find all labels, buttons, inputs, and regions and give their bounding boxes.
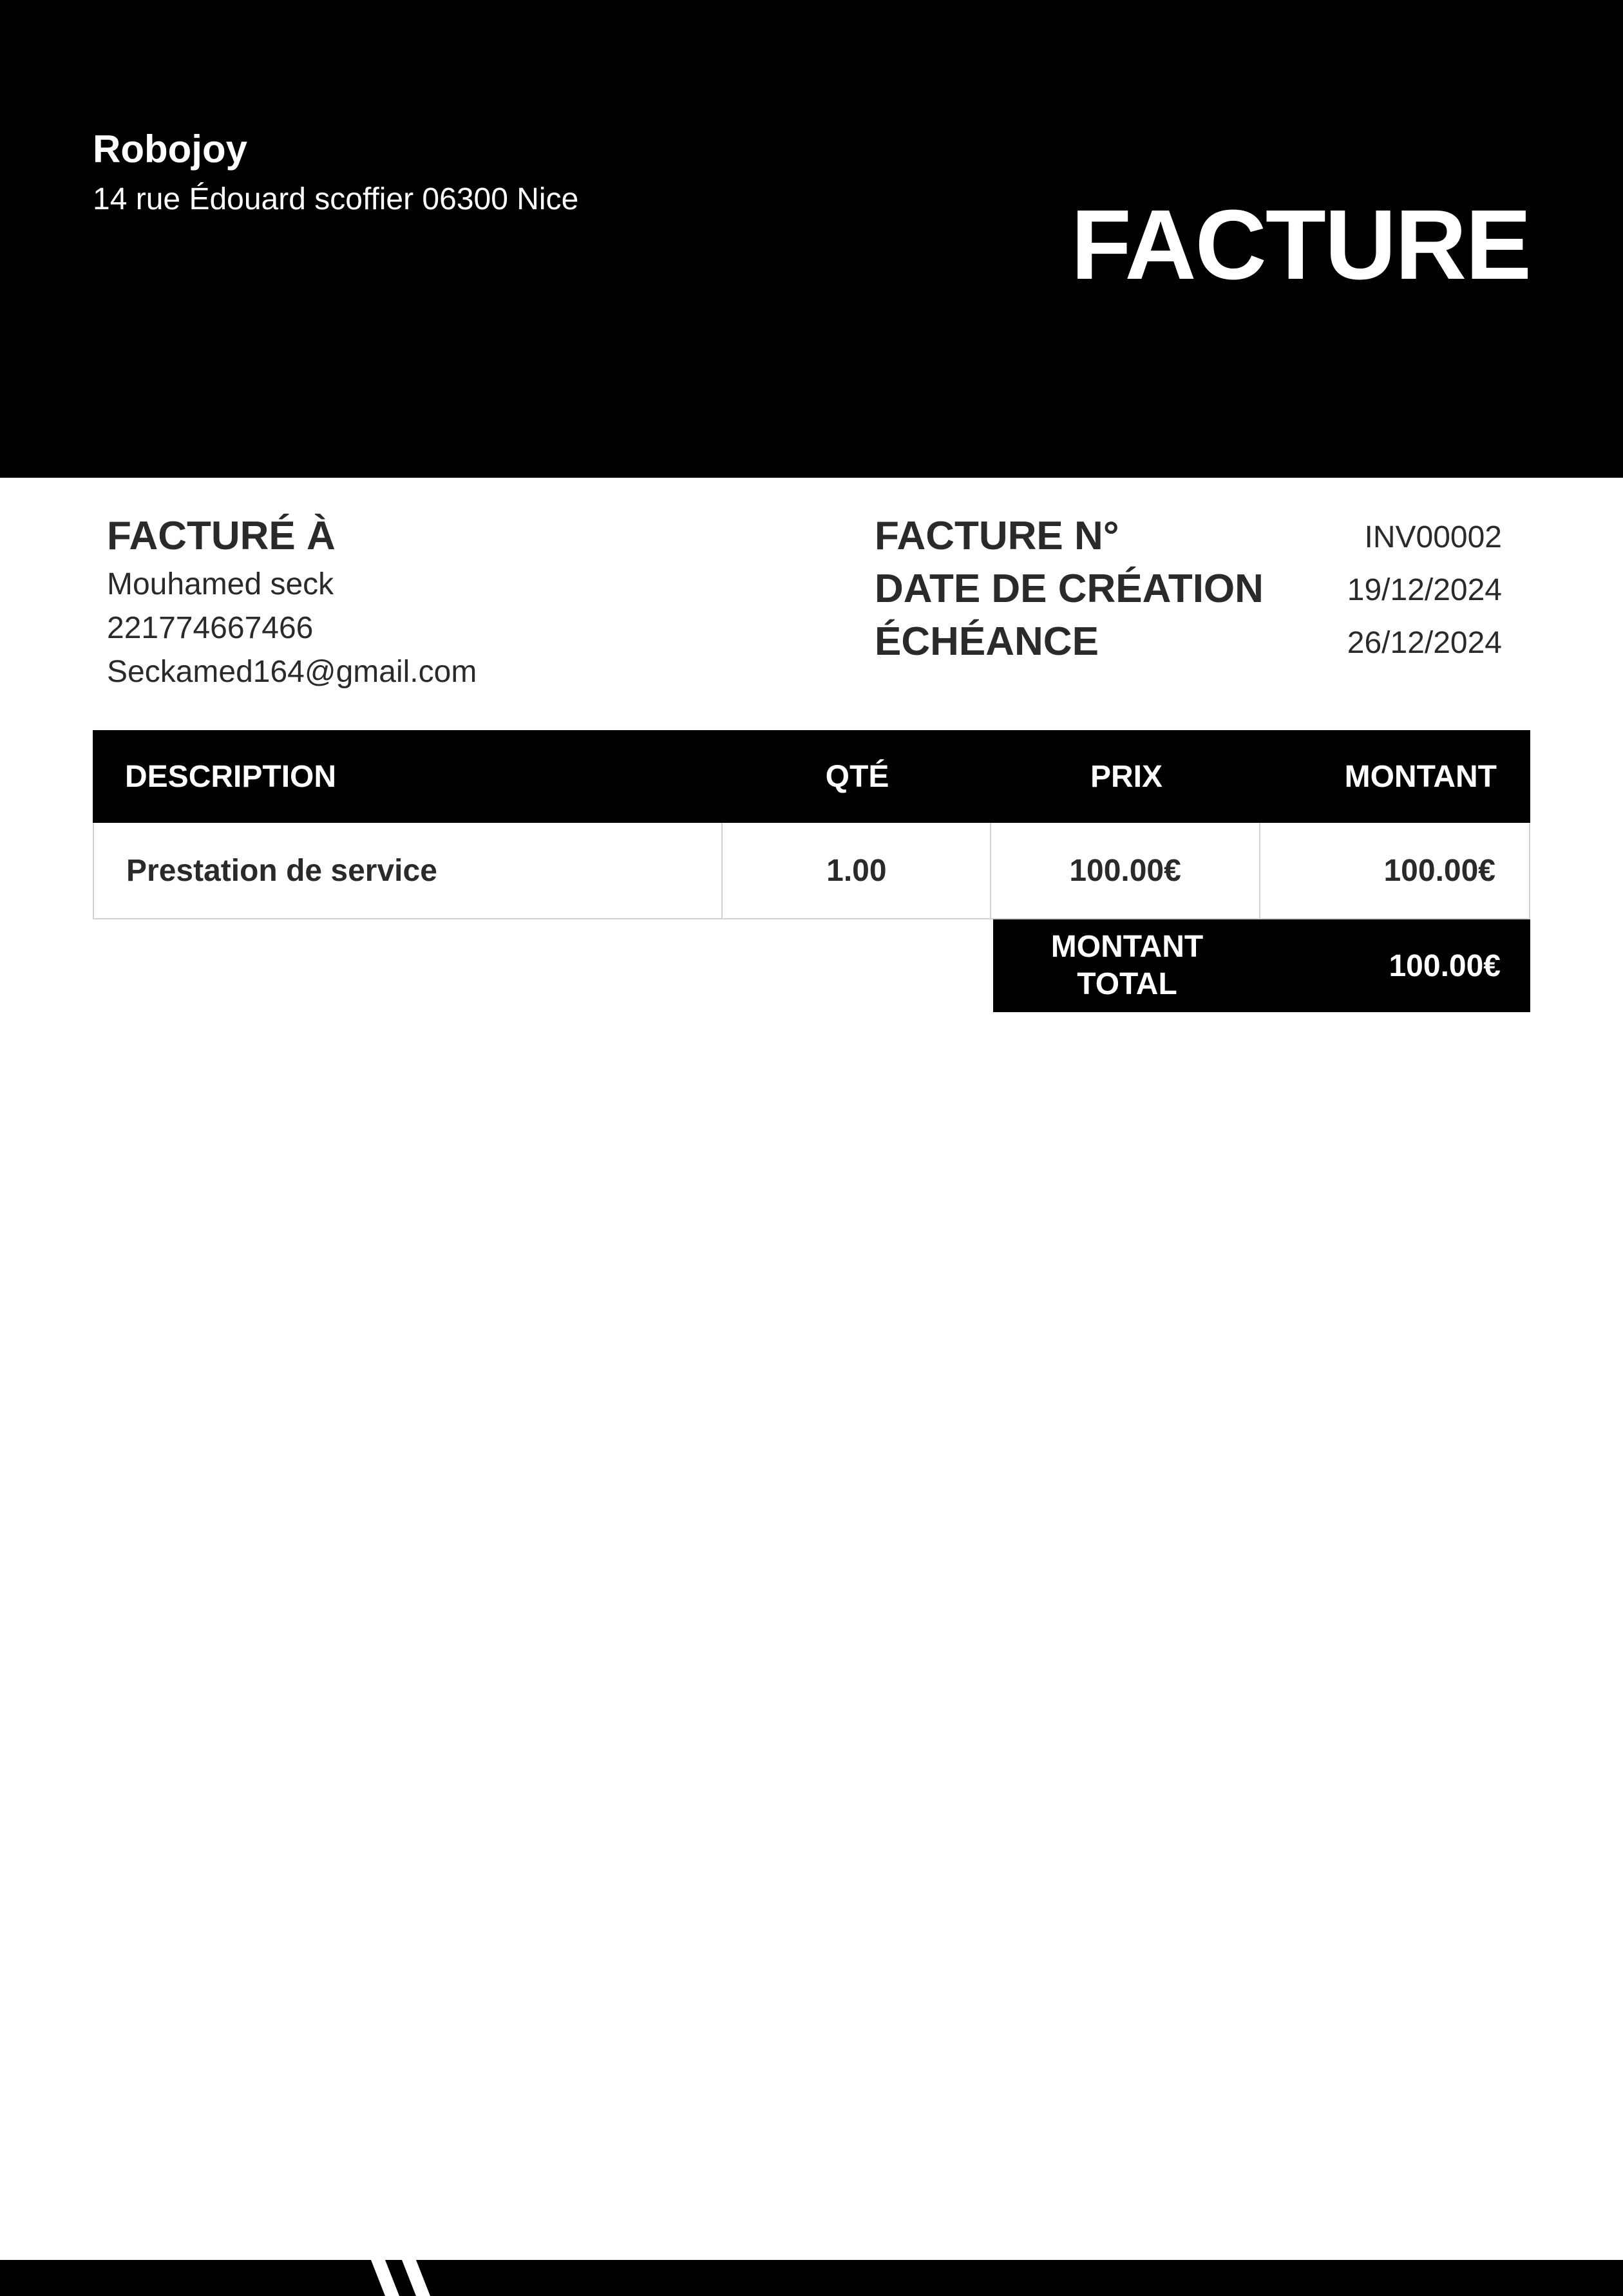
row-price: 100.00€: [991, 823, 1260, 918]
total-label-line2: TOTAL: [1077, 967, 1177, 1001]
creation-date-label: DATE DE CRÉATION: [875, 567, 1264, 611]
row-quantity: 1.00: [723, 823, 991, 918]
company-name: Robojoy: [93, 127, 247, 171]
items-table: [93, 730, 1530, 919]
table-row: [93, 823, 1530, 919]
total-label-line1: MONTANT: [1050, 930, 1204, 964]
client-email: Seckamed164@gmail.com: [107, 655, 477, 689]
client-phone: 221774667466: [107, 611, 314, 645]
total-value: 100.00€: [1389, 948, 1501, 983]
footer-band: [0, 2260, 1623, 2296]
document-title: FACTURE: [1070, 189, 1530, 300]
total-row: [993, 919, 1530, 1012]
invoice-number-value: INV00002: [1364, 520, 1502, 554]
header-quantity: QTÉ: [825, 759, 889, 794]
due-date-value: 26/12/2024: [1347, 626, 1502, 660]
footer-stripes-decoration: [348, 2260, 489, 2296]
bill-to-heading: FACTURÉ À: [107, 514, 336, 558]
table-header-row: [93, 730, 1530, 823]
invoice-number-label: FACTURE N°: [875, 514, 1119, 558]
company-address: 14 rue Édouard scoffier 06300 Nice: [93, 182, 579, 216]
header-description: DESCRIPTION: [125, 759, 337, 794]
row-description: Prestation de service: [94, 823, 723, 918]
client-name: Mouhamed seck: [107, 567, 334, 601]
due-date-label: ÉCHÉANCE: [875, 619, 1099, 664]
header-price: PRIX: [1090, 759, 1163, 794]
creation-date-value: 19/12/2024: [1347, 573, 1502, 607]
header-amount: MONTANT: [1344, 759, 1497, 794]
row-amount: 100.00€: [1383, 853, 1495, 888]
total-label: [993, 928, 1261, 1003]
